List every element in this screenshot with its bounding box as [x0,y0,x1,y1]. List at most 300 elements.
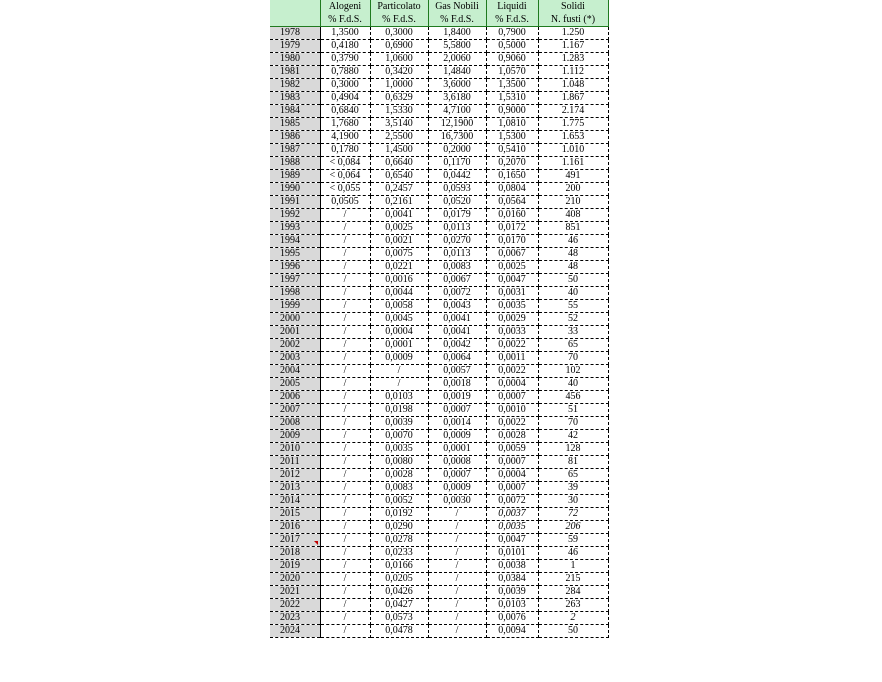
value-cell[interactable]: 0,0042 [428,339,486,352]
value-cell[interactable]: 0,0004 [486,378,538,391]
value-cell[interactable]: / [320,339,370,352]
value-cell[interactable]: / [370,365,428,378]
value-cell[interactable]: / [320,482,370,495]
value-cell[interactable]: 0,0004 [486,469,538,482]
value-cell[interactable]: 81 [538,456,608,469]
value-cell[interactable]: / [320,261,370,274]
year-cell[interactable]: 1991 [270,196,320,209]
value-cell[interactable]: 0,0014 [428,417,486,430]
value-cell[interactable]: 0,0064 [428,352,486,365]
value-cell[interactable]: 215 [538,573,608,586]
value-cell[interactable]: 0,0103 [370,391,428,404]
value-cell[interactable]: 0,2457 [370,183,428,196]
value-cell[interactable]: 1,0810 [486,118,538,131]
corner-cell-2[interactable] [270,13,320,27]
year-cell[interactable]: 2002 [270,339,320,352]
value-cell[interactable]: / [320,560,370,573]
value-cell[interactable]: 0,2070 [486,157,538,170]
value-cell[interactable]: 0,0520 [428,196,486,209]
value-cell[interactable]: / [320,313,370,326]
year-cell[interactable]: 1978 [270,27,320,40]
value-cell[interactable]: 0,0041 [428,326,486,339]
year-cell[interactable]: 2004 [270,365,320,378]
value-cell[interactable]: / [320,586,370,599]
year-cell[interactable]: 2021 [270,586,320,599]
value-cell[interactable]: 0,0025 [370,222,428,235]
value-cell[interactable]: 0,0007 [428,404,486,417]
value-cell[interactable]: / [320,417,370,430]
value-cell[interactable]: / [370,378,428,391]
value-cell[interactable]: / [320,430,370,443]
value-cell[interactable]: 1,0600 [370,53,428,66]
year-cell[interactable]: 2000 [270,313,320,326]
year-cell[interactable]: 1996 [270,261,320,274]
value-cell[interactable]: 0,0057 [428,365,486,378]
value-cell[interactable]: 0,0058 [370,300,428,313]
value-cell[interactable]: 0,0010 [486,404,538,417]
value-cell[interactable]: 70 [538,417,608,430]
value-cell[interactable]: 0,0029 [486,313,538,326]
value-cell[interactable]: 50 [538,625,608,638]
value-cell[interactable]: 51 [538,404,608,417]
year-cell[interactable]: 2012 [270,469,320,482]
value-cell[interactable]: 0,6900 [370,40,428,53]
value-cell[interactable]: / [320,495,370,508]
value-cell[interactable]: 0,6840 [320,105,370,118]
year-cell[interactable]: 2001 [270,326,320,339]
value-cell[interactable]: 0,5410 [486,144,538,157]
value-cell[interactable]: / [320,300,370,313]
value-cell[interactable]: 0,3420 [370,66,428,79]
value-cell[interactable]: 0,2000 [428,144,486,157]
value-cell[interactable]: 1,7680 [320,118,370,131]
year-cell[interactable]: 2014 [270,495,320,508]
value-cell[interactable]: 0,0233 [370,547,428,560]
value-cell[interactable]: 0,0067 [486,248,538,261]
value-cell[interactable]: 0,0564 [486,196,538,209]
year-cell[interactable]: 2006 [270,391,320,404]
value-cell[interactable]: 0,0179 [428,209,486,222]
value-cell[interactable]: 0,0067 [428,274,486,287]
value-cell[interactable]: 70 [538,352,608,365]
year-cell[interactable]: 1999 [270,300,320,313]
value-cell[interactable]: 4,1900 [320,131,370,144]
value-cell[interactable]: 12,1900 [428,118,486,131]
value-cell[interactable]: 408 [538,209,608,222]
value-cell[interactable]: 59 [538,534,608,547]
value-cell[interactable]: 72 [538,508,608,521]
value-cell[interactable]: 0,1780 [320,144,370,157]
year-cell[interactable]: 1997 [270,274,320,287]
value-cell[interactable]: 0,0018 [428,378,486,391]
value-cell[interactable]: 0,0033 [486,326,538,339]
value-cell[interactable]: 0,0426 [370,586,428,599]
year-cell[interactable]: 2017 [270,534,320,547]
value-cell[interactable]: 0,0270 [428,235,486,248]
value-cell[interactable]: 0,3000 [370,27,428,40]
value-cell[interactable]: / [320,248,370,261]
value-cell[interactable]: 50 [538,274,608,287]
value-cell[interactable]: 0,7900 [486,27,538,40]
value-cell[interactable]: 0,0022 [486,339,538,352]
value-cell[interactable]: 0,0021 [370,235,428,248]
value-cell[interactable]: / [320,573,370,586]
value-cell[interactable]: 0,0016 [370,274,428,287]
year-cell[interactable]: 2019 [270,560,320,573]
value-cell[interactable]: 0,1650 [486,170,538,183]
value-cell[interactable]: 206 [538,521,608,534]
value-cell[interactable]: 0,0052 [370,495,428,508]
value-cell[interactable]: 0,0035 [486,300,538,313]
value-cell[interactable]: 1,5300 [486,131,538,144]
value-cell[interactable]: 1.048 [538,79,608,92]
value-cell[interactable]: / [320,456,370,469]
value-cell[interactable]: 2 [538,612,608,625]
value-cell[interactable]: 0,0166 [370,560,428,573]
year-cell[interactable]: 1980 [270,53,320,66]
value-cell[interactable]: / [320,508,370,521]
year-cell[interactable]: 1992 [270,209,320,222]
year-cell[interactable]: 1987 [270,144,320,157]
value-cell[interactable]: 0,0039 [486,586,538,599]
value-cell[interactable]: 0,0039 [370,417,428,430]
value-cell[interactable]: 65 [538,339,608,352]
value-cell[interactable]: / [428,573,486,586]
value-cell[interactable]: 1.283 [538,53,608,66]
value-cell[interactable]: 0,0070 [370,430,428,443]
value-cell[interactable]: 0,0041 [428,313,486,326]
value-cell[interactable]: 1.010 [538,144,608,157]
value-cell[interactable]: 0,0072 [428,287,486,300]
year-cell[interactable]: 1982 [270,79,320,92]
value-cell[interactable]: 263 [538,599,608,612]
value-cell[interactable]: 0,4180 [320,40,370,53]
value-cell[interactable]: 0,0043 [428,300,486,313]
table-row [270,222,608,235]
value-cell[interactable]: 0,0278 [370,534,428,547]
value-cell[interactable]: 0,0041 [370,209,428,222]
unit-solidi[interactable]: N. fusti (*) [538,13,608,27]
value-cell[interactable]: 1.167 [538,40,608,53]
value-cell[interactable]: 1,5330 [370,105,428,118]
value-cell[interactable]: 40 [538,378,608,391]
value-cell[interactable]: / [320,209,370,222]
value-cell[interactable]: / [320,326,370,339]
value-cell[interactable]: / [320,365,370,378]
value-cell[interactable]: 1,4500 [370,144,428,157]
year-cell[interactable]: 2003 [270,352,320,365]
value-cell[interactable]: 0,0198 [370,404,428,417]
value-cell[interactable]: 0,0059 [486,443,538,456]
header-solidi[interactable]: Solidi [538,0,608,13]
value-cell[interactable]: 46 [538,547,608,560]
value-cell[interactable]: 1,4840 [428,66,486,79]
value-cell[interactable]: 0,0007 [486,391,538,404]
year-cell[interactable]: 1989 [270,170,320,183]
value-cell[interactable]: 0,0170 [486,235,538,248]
value-cell[interactable]: / [428,625,486,638]
value-cell[interactable]: 0,0505 [320,196,370,209]
value-cell[interactable]: 5,5800 [428,40,486,53]
year-cell[interactable]: 1981 [270,66,320,79]
table-row [270,118,608,131]
value-cell[interactable]: / [320,235,370,248]
header-gas-nobili[interactable]: Gas Nobili [428,0,486,13]
value-cell[interactable]: / [320,287,370,300]
value-cell[interactable]: 1.161 [538,157,608,170]
year-cell[interactable]: 1988 [270,157,320,170]
value-cell[interactable]: 0,6329 [370,92,428,105]
year-cell[interactable]: 2008 [270,417,320,430]
year-cell[interactable]: 1998 [270,287,320,300]
value-cell[interactable]: < 0,084 [320,157,370,170]
value-cell[interactable]: 0,4904 [320,92,370,105]
value-cell[interactable]: 16,7300 [428,131,486,144]
table-row [270,417,608,430]
value-cell[interactable]: 0,2161 [370,196,428,209]
value-cell[interactable]: 1,0570 [486,66,538,79]
value-cell[interactable]: < 0,064 [320,170,370,183]
year-cell[interactable]: 2022 [270,599,320,612]
value-cell[interactable]: 0,0172 [486,222,538,235]
value-cell[interactable]: / [320,625,370,638]
value-cell[interactable]: 40 [538,287,608,300]
value-cell[interactable]: 0,0083 [428,261,486,274]
value-cell[interactable]: 0,0001 [428,443,486,456]
unit-particolato[interactable]: % F.d.S. [370,13,428,27]
value-cell[interactable]: 0,9060 [486,53,538,66]
value-cell[interactable]: 1.112 [538,66,608,79]
value-cell[interactable]: 456 [538,391,608,404]
value-cell[interactable]: 1,5310 [486,92,538,105]
year-cell[interactable]: 2015 [270,508,320,521]
value-cell[interactable]: 0,0007 [486,456,538,469]
value-cell[interactable]: 0,0028 [486,430,538,443]
value-cell[interactable]: 1.775 [538,118,608,131]
value-cell[interactable]: / [320,222,370,235]
corner-cell[interactable] [270,0,320,13]
value-cell[interactable]: / [428,521,486,534]
value-cell[interactable]: 0,6540 [370,170,428,183]
value-cell[interactable]: 128 [538,443,608,456]
value-cell[interactable]: 0,0007 [428,469,486,482]
value-cell[interactable]: 851 [538,222,608,235]
value-cell[interactable]: 0,0593 [428,183,486,196]
year-cell[interactable]: 2010 [270,443,320,456]
value-cell[interactable]: / [320,404,370,417]
comment-indicator-icon[interactable] [314,541,318,545]
value-cell[interactable]: 0,0035 [370,443,428,456]
value-cell[interactable]: / [320,534,370,547]
value-cell[interactable]: / [320,378,370,391]
value-cell[interactable]: 0,0001 [370,339,428,352]
value-cell[interactable]: 0,0038 [486,560,538,573]
value-cell[interactable]: 0,0442 [428,170,486,183]
value-cell[interactable]: / [428,612,486,625]
value-cell[interactable]: 0,0044 [370,287,428,300]
value-cell[interactable]: 2,5500 [370,131,428,144]
year-cell[interactable]: 1995 [270,248,320,261]
year-cell[interactable]: 1979 [270,40,320,53]
value-cell[interactable]: 0,0028 [370,469,428,482]
value-cell[interactable]: 0,7880 [320,66,370,79]
header-particolato[interactable]: Particolato [370,0,428,13]
value-cell[interactable]: 0,0083 [370,482,428,495]
value-cell[interactable]: 0,0009 [370,352,428,365]
year-cell[interactable]: 2023 [270,612,320,625]
unit-liquidi[interactable]: % F.d.S. [486,13,538,27]
header-liquidi[interactable]: Liquidi [486,0,538,13]
value-cell[interactable]: 210 [538,196,608,209]
value-cell[interactable]: 0,0103 [486,599,538,612]
value-cell[interactable]: 0,3790 [320,53,370,66]
value-cell[interactable]: 0,0072 [486,495,538,508]
value-cell[interactable]: 39 [538,482,608,495]
value-cell[interactable]: 0,0113 [428,222,486,235]
value-cell[interactable]: 0,0009 [428,430,486,443]
value-cell[interactable]: / [320,612,370,625]
value-cell[interactable]: 102 [538,365,608,378]
value-cell[interactable]: 284 [538,586,608,599]
value-cell[interactable]: / [428,586,486,599]
value-cell[interactable]: 0,0004 [370,326,428,339]
value-cell[interactable]: 0,0080 [370,456,428,469]
value-cell[interactable]: 0,0019 [428,391,486,404]
value-cell[interactable]: 0,5000 [486,40,538,53]
year-cell[interactable]: 2020 [270,573,320,586]
year-cell[interactable]: 2007 [270,404,320,417]
value-cell[interactable]: / [320,274,370,287]
value-cell[interactable]: 0,0290 [370,521,428,534]
value-cell[interactable]: 3,5140 [370,118,428,131]
value-cell[interactable]: 0,0025 [486,261,538,274]
value-cell[interactable]: 0,6640 [370,157,428,170]
value-cell[interactable]: 0,0427 [370,599,428,612]
year-cell[interactable]: 2024 [270,625,320,638]
year-cell[interactable]: 2011 [270,456,320,469]
value-cell[interactable]: 0,0009 [428,482,486,495]
value-cell[interactable]: / [320,469,370,482]
value-cell[interactable]: / [320,352,370,365]
value-cell[interactable]: 0,0031 [486,287,538,300]
value-cell[interactable]: 3,6180 [428,92,486,105]
value-cell[interactable]: / [320,391,370,404]
value-cell[interactable]: 1.250 [538,27,608,40]
value-cell[interactable]: 0,0030 [428,495,486,508]
year-cell[interactable]: 2016 [270,521,320,534]
value-cell[interactable]: 0,0573 [370,612,428,625]
year-cell[interactable]: 1983 [270,92,320,105]
year-cell[interactable]: 2018 [270,547,320,560]
value-cell[interactable]: 1.867 [538,92,608,105]
value-cell[interactable]: 52 [538,313,608,326]
value-cell[interactable]: 2.174 [538,105,608,118]
value-cell[interactable]: 0,0192 [370,508,428,521]
year-cell[interactable]: 1993 [270,222,320,235]
value-cell[interactable]: 30 [538,495,608,508]
unit-alogeni[interactable]: % F.d.S. [320,13,370,27]
value-cell[interactable]: 0,0045 [370,313,428,326]
value-cell[interactable]: 0,0022 [486,365,538,378]
year-cell[interactable]: 2005 [270,378,320,391]
value-cell[interactable]: / [320,443,370,456]
value-cell[interactable]: / [428,560,486,573]
value-cell[interactable]: < 0,055 [320,183,370,196]
value-cell[interactable]: 48 [538,248,608,261]
value-cell[interactable]: 0,0075 [370,248,428,261]
value-cell[interactable]: 491 [538,170,608,183]
header-row-2 [270,13,608,27]
year-cell[interactable]: 1986 [270,131,320,144]
year-cell[interactable]: 1990 [270,183,320,196]
value-cell[interactable]: / [428,534,486,547]
value-cell[interactable]: / [428,547,486,560]
value-cell[interactable]: 65 [538,469,608,482]
value-cell[interactable]: 0,0007 [486,482,538,495]
value-cell[interactable]: 0,0008 [428,456,486,469]
year-cell[interactable]: 2013 [270,482,320,495]
value-cell[interactable]: 4,7100 [428,105,486,118]
value-cell[interactable]: 55 [538,300,608,313]
value-cell[interactable]: 3,6000 [428,79,486,92]
value-cell[interactable]: 1,3500 [320,27,370,40]
value-cell[interactable]: 1.653 [538,131,608,144]
value-cell[interactable]: 0,0804 [486,183,538,196]
value-cell[interactable]: 2,0060 [428,53,486,66]
value-cell[interactable]: 0,0478 [370,625,428,638]
year-cell[interactable]: 1985 [270,118,320,131]
value-cell[interactable]: 0,0076 [486,612,538,625]
value-cell[interactable]: / [428,508,486,521]
value-cell[interactable]: 0,0205 [370,573,428,586]
value-cell[interactable]: 42 [538,430,608,443]
table-row [270,313,608,326]
value-cell[interactable]: 1,8400 [428,27,486,40]
header-alogeni[interactable]: Alogeni [320,0,370,13]
value-cell[interactable]: 33 [538,326,608,339]
value-cell[interactable]: 46 [538,235,608,248]
value-cell[interactable]: / [428,599,486,612]
value-cell[interactable]: 0,9000 [486,105,538,118]
value-cell[interactable]: 0,0035 [486,521,538,534]
value-cell[interactable]: 48 [538,261,608,274]
value-cell[interactable]: 0,0047 [486,534,538,547]
value-cell[interactable]: 0,3000 [320,79,370,92]
value-cell[interactable]: 0,0101 [486,547,538,560]
value-cell[interactable]: 0,0221 [370,261,428,274]
unit-gas-nobili[interactable]: % F.d.S. [428,13,486,27]
value-cell[interactable]: 0,0160 [486,209,538,222]
value-cell[interactable]: 0,0047 [486,274,538,287]
value-cell[interactable]: / [320,521,370,534]
value-cell[interactable]: 0,0384 [486,573,538,586]
year-cell[interactable]: 2009 [270,430,320,443]
value-cell[interactable]: 0,1170 [428,157,486,170]
value-cell[interactable]: 0,0113 [428,248,486,261]
year-cell[interactable]: 1984 [270,105,320,118]
value-cell[interactable]: 1,0000 [370,79,428,92]
value-cell[interactable]: 200 [538,183,608,196]
value-cell[interactable]: 0,0094 [486,625,538,638]
value-cell[interactable]: 0,0011 [486,352,538,365]
value-cell[interactable]: 1 [538,560,608,573]
value-cell[interactable]: 0,0022 [486,417,538,430]
value-cell[interactable]: / [320,599,370,612]
value-cell[interactable]: 0,0037 [486,508,538,521]
value-cell[interactable]: 1,3500 [486,79,538,92]
value-cell[interactable]: / [320,547,370,560]
year-cell[interactable]: 1994 [270,235,320,248]
